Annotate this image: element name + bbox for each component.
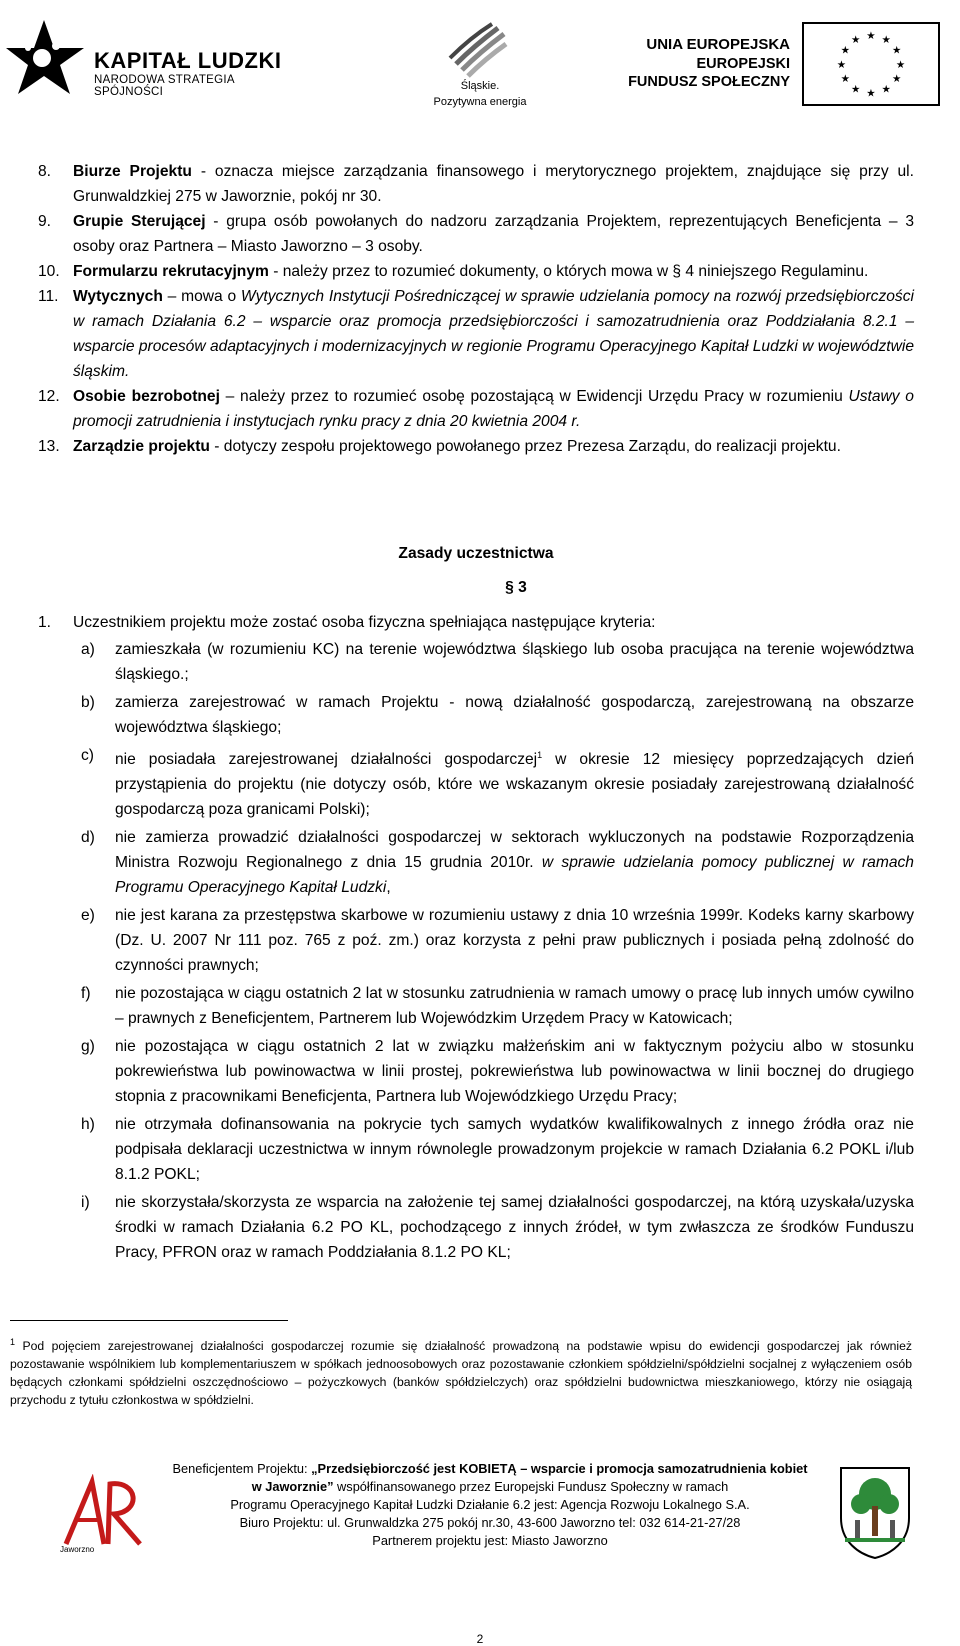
footer-project-name: „Przedsiębiorczość jest KOBIETĄ – wsparcie i promocja samozatrudnienia kobiet w Jaworznie” bbox=[251, 1461, 808, 1494]
definition-term: Zarządzie projektu bbox=[73, 438, 210, 455]
criteria-text: nie pozostająca w ciągu ostatnich 2 lat w stosunku zatrudnienia w ramach umowy o pracę lub innych umów cywilno – prawnych z Beneficjentem, Partnerem lub Wojewódzkim Urzędem Pracy w Katowicach; bbox=[115, 985, 914, 1028]
definition-item bbox=[38, 209, 914, 259]
item-letter: b) bbox=[81, 694, 95, 711]
svg-text:★: ★ bbox=[866, 87, 876, 100]
footer-suffix: współfinansowanego przez Europejski Fundusz Społeczny w ramach bbox=[333, 1479, 729, 1494]
definition-term: Biurze Projektu bbox=[73, 163, 192, 180]
section-title: Zasady uczestnictwa bbox=[398, 545, 554, 562]
svg-text:★: ★ bbox=[851, 34, 861, 47]
ar-logo-text: Jaworzno bbox=[60, 1545, 95, 1554]
item-letter: e) bbox=[81, 907, 95, 925]
svg-text:★: ★ bbox=[840, 44, 850, 57]
item-letter: i) bbox=[81, 1194, 90, 1212]
kapital-ludzki-subtitle: NARODOWA STRATEGIA SPÓJNOŚCI bbox=[94, 74, 235, 98]
definition-italic-text: Ustawy o promocji zatrudnienia i instytucjach rynku pracy z dnia 20 kwietnia 2004 r. bbox=[73, 388, 914, 430]
definition-item bbox=[38, 434, 914, 459]
criteria-italic-text: w sprawie udzielania pomocy publicznej w ramach Programu Operacyjnego Kapitał Ludzki bbox=[115, 854, 914, 897]
criteria-item bbox=[38, 1190, 914, 1265]
footer-line-3: Biuro Projektu: ul. Grunwaldzka 275 pokój nr.30, 43-600 Jaworzno tel: 032 614-21-27/28 bbox=[239, 1515, 741, 1530]
footnote bbox=[10, 1333, 912, 1409]
svg-text:★: ★ bbox=[892, 44, 902, 57]
criteria-text-continued: w okresie 12 miesięcy poprzedzających dzień przystąpienia do projektu (nie dotyczy osób, które we wskazanym okresie posiadały zarejestrowaną działalność gospodarczą poza granicami Polski); bbox=[115, 751, 914, 819]
definition-text: - grupa osób powołanych do nadzoru zarządzania Projektem, reprezentujących Beneficjenta – 3 osoby oraz Partnera – Miasto Jaworzno – 3 osoby. bbox=[73, 213, 914, 255]
definition-item bbox=[38, 384, 914, 434]
item-letter: d) bbox=[81, 829, 95, 847]
item-number: 10. bbox=[38, 263, 60, 280]
page-header bbox=[0, 0, 960, 118]
svg-text:★: ★ bbox=[836, 58, 847, 71]
item-number: 9. bbox=[38, 213, 52, 230]
jaworzno-crest-icon bbox=[835, 1460, 915, 1560]
criteria-intro-text: Uczestnikiem projektu może zostać osoba fizyczna spełniająca następujące kryteria: bbox=[73, 614, 656, 631]
criteria-text: zamierza zarejestrować w ramach Projektu - nową działalność gospodarczą, zarejestrowaną na obszarze województwa śląskiego; bbox=[115, 694, 914, 736]
item-letter: c) bbox=[81, 747, 94, 764]
criteria-text: nie posiadała zarejestrowanej działalności gospodarczej bbox=[115, 751, 538, 769]
item-number: 12. bbox=[38, 388, 60, 405]
definition-term: Wytycznych bbox=[73, 288, 163, 305]
ue-line-2: EUROPEJSKI bbox=[696, 56, 790, 72]
kapital-ludzki-title: KAPITAŁ LUDZKI bbox=[94, 48, 282, 73]
definition-term: Grupie Sterującej bbox=[73, 213, 206, 230]
section-paragraph: § 3 bbox=[505, 579, 527, 596]
criteria-item bbox=[38, 903, 914, 978]
footnote-mark: 1 bbox=[10, 1337, 16, 1347]
item-letter: g) bbox=[81, 1038, 95, 1056]
criteria-text: nie pozostająca w ciągu ostatnich 2 lat w związku małżeńskim ani w faktycznym pożyciu albo w stosunku pokrewieństwa lub powinowactwa w linii prostej, pokrewieństwa lub powinowactwa w linii bocznej do drugiego stopnia z pracownikami Beneficjenta, Partnera lub Wojewódzkiego Urzędu Pracy; bbox=[115, 1038, 914, 1106]
svg-text:★: ★ bbox=[881, 34, 891, 47]
footnote-reference[interactable]: 1 bbox=[537, 750, 543, 760]
item-letter: h) bbox=[81, 1116, 95, 1134]
criteria-text: nie otrzymała dofinansowania na pokrycie tych samych wydatków kwalifikowalnych z innego źródła oraz nie podpisała deklaracji uczestnictwa w innym równolegle prowadzonym projekcie w ramach Działania 6.2 POKL i/lub 8.1.2 POKL; bbox=[115, 1116, 914, 1184]
criteria-item bbox=[38, 1034, 914, 1109]
criteria-intro bbox=[38, 610, 914, 635]
ar-logo-icon bbox=[58, 1474, 148, 1554]
svg-text:★: ★ bbox=[840, 73, 850, 86]
kapital-ludzki-logo bbox=[6, 18, 306, 98]
svg-text:★: ★ bbox=[881, 83, 891, 96]
footer-line-4: Partnerem projektu jest: Miasto Jaworzno bbox=[372, 1533, 608, 1548]
svg-text:★: ★ bbox=[895, 58, 906, 71]
item-letter: f) bbox=[81, 985, 91, 1003]
criteria-item bbox=[38, 743, 914, 822]
definition-term: Osobie bezrobotnej bbox=[73, 388, 220, 405]
footer-text bbox=[170, 1460, 810, 1550]
footer-prefix: Beneficjentem Projektu: bbox=[172, 1461, 312, 1476]
footer-line-1 bbox=[170, 1460, 810, 1496]
svg-text:★: ★ bbox=[892, 73, 902, 86]
definition-text: - oznacza miejsce zarządzania finansowego i merytorycznego projektem, znajdujące się przy ul. Grunwaldzkiej 275 w Jaworznie, pokój nr 30. bbox=[73, 163, 914, 205]
footnote-divider bbox=[10, 1320, 288, 1321]
footnote-text: Pod pojęciem zarejestrowanej działalności gospodarczej rozumie się działalność prowadzoną na podstawie wpisu do ewidencji gospodarczej jak również pozostawanie wspólnikiem lub komplementariuszem w spółkach jednoosobowych oraz pozostawanie członkiem spółdzielni/spółdzielni socjalnej z wyłączeniem osób będących członkami spółdzielni oszczędnościowo – pożyczkowych (banków spółdzielczych) oraz spółdzielni budownictwa mieszkaniowego, którzy nie osiągają przychodu z tytułu członkostwa w spółdzielni. bbox=[10, 1339, 912, 1408]
definition-text: - dotyczy zespołu projektowego powołanego przez Prezesa Zarządu, do realizacji projektu. bbox=[209, 438, 841, 455]
criteria-text: zamieszkała (w rozumieniu KC) na terenie województwa śląskiego lub osoba pracująca na terenie województwa śląskiego.; bbox=[115, 641, 914, 683]
definition-term: Formularzu rekrutacyjnym bbox=[73, 263, 269, 280]
svg-text:★: ★ bbox=[866, 30, 876, 43]
page-number: 2 bbox=[476, 1632, 484, 1646]
definition-text: – mowa o bbox=[162, 288, 241, 305]
criteria-text: nie zamierza prowadzić działalności gospodarczej w sektorach wykluczonych na podstawie Rozporządzenia Ministra Rozwoju Regionalnego z dnia 15 grudnia 2010r. bbox=[115, 829, 914, 872]
definitions-list bbox=[38, 159, 914, 459]
ue-line-1: UNIA EUROPEJSKA bbox=[646, 36, 790, 53]
page-footer bbox=[0, 1460, 960, 1645]
slaskie-tagline: Pozytywna energia bbox=[433, 96, 527, 108]
criteria-item bbox=[38, 690, 914, 740]
item-number: 11. bbox=[38, 288, 59, 305]
criteria-item bbox=[38, 637, 914, 687]
criteria-text: nie jest karana za przestępstwa skarbowe w rozumieniu ustawy z dnia 10 września 1999r. Kodeks karny skarbowy (Dz. U. 2007 Nr 111 poz. 765 z poź. zm.) oraz korzysta z pełni praw publicznych i posiada pełną zdolność do czynności prawnych; bbox=[115, 907, 914, 975]
footer-line-2: Programu Operacyjnego Kapitał Ludzki Działanie 6.2 jest: Agencja Rozwoju Lokalnego S.A. bbox=[230, 1497, 750, 1512]
ue-efs-logo bbox=[620, 22, 950, 102]
criteria-list bbox=[38, 610, 914, 1265]
criteria-item bbox=[38, 981, 914, 1031]
item-number: 1. bbox=[38, 614, 52, 631]
definition-item bbox=[38, 159, 914, 209]
definition-text: – należy przez to rozumieć osobę pozostającą w Ewidencji Urzędu Pracy w rozumieniu bbox=[219, 388, 849, 405]
svg-text:★: ★ bbox=[851, 83, 861, 96]
ue-line-3: FUNDUSZ SPOŁECZNY bbox=[628, 74, 790, 90]
eu-flag-icon bbox=[802, 22, 940, 106]
criteria-text-tail: , bbox=[386, 879, 391, 897]
slaskie-name: Śląskie. bbox=[460, 80, 500, 92]
item-number: 8. bbox=[38, 163, 52, 180]
criteria-item bbox=[38, 1112, 914, 1187]
criteria-text: nie skorzystała/skorzysta ze wsparcia na założenie tej samej działalności gospodarczej, na którą uzyskała/uzyska środki w ramach Działania 6.2 PO KL, pochodzącego z innych źródeł, w tym zwłaszcza ze środków Funduszu Pracy, PFRON oraz w ramach Poddziałania 8.1.2 PO KL; bbox=[115, 1194, 914, 1262]
criteria-item bbox=[38, 825, 914, 900]
definition-item bbox=[38, 259, 914, 284]
kapital-ludzki-star-icon bbox=[6, 18, 86, 98]
definition-italic-text: Wytycznych Instytucji Pośredniczącej w sprawie udzielania pomocy na rozwój przedsiębiorczości w ramach Działania 6.2 – wsparcie oraz promocja przedsiębiorczości i samozatrudnienia oraz Poddziałania 8.2.1 – wsparcie procesów adaptacyjnych i modernizacyjnych w regionie Programu Operacyjnego Kapitał Ludzki w województwie śląskim. bbox=[73, 288, 914, 380]
item-number: 13. bbox=[38, 438, 60, 455]
slaskie-wave-icon bbox=[448, 22, 508, 78]
definition-item bbox=[38, 284, 914, 384]
definition-text: - należy przez to rozumieć dokumenty, o których mowa w § 4 niniejszego Regulaminu. bbox=[268, 263, 869, 280]
slaskie-logo bbox=[420, 14, 540, 114]
item-letter: a) bbox=[81, 641, 95, 658]
